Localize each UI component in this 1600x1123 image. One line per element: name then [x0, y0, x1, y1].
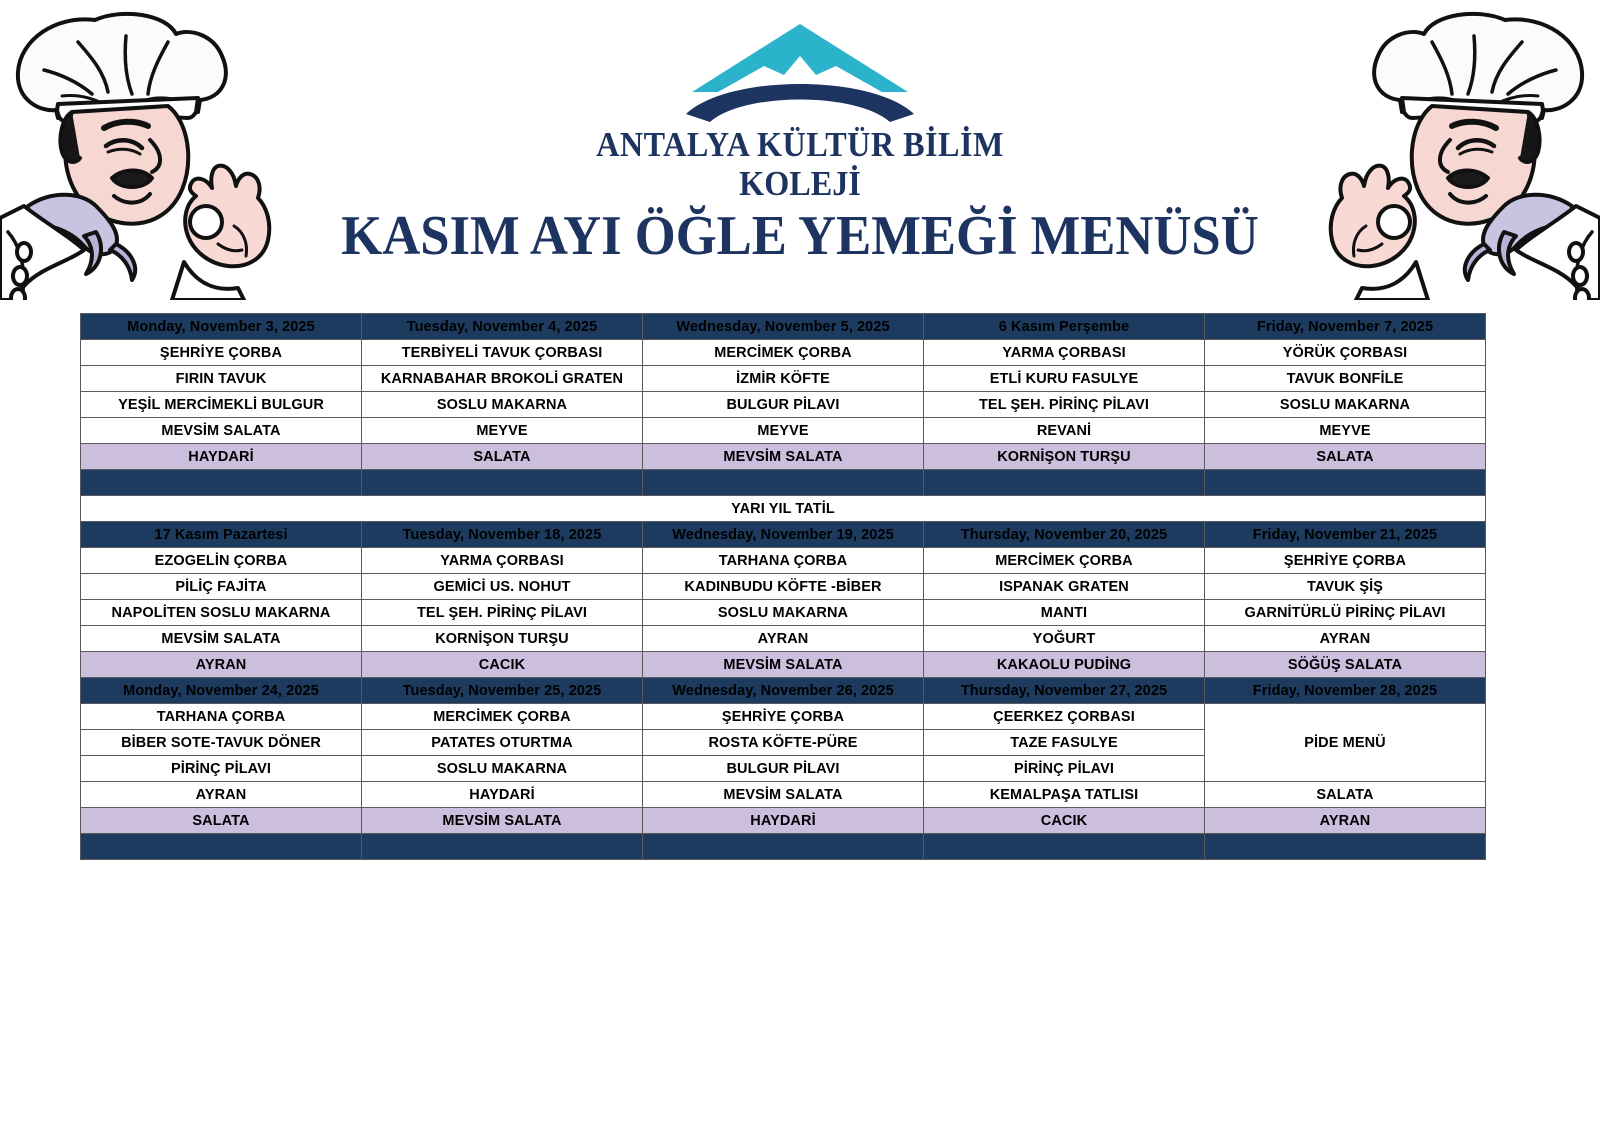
menu-cell: YÖRÜK ÇORBASI	[1205, 340, 1486, 366]
menu-cell: TAVUK ŞİŞ	[1205, 574, 1486, 600]
menu-cell: SOSLU MAKARNA	[1205, 392, 1486, 418]
menu-cell: FIRIN TAVUK	[81, 366, 362, 392]
day-header: 17 Kasım Pazartesi	[81, 522, 362, 548]
table-row	[81, 418, 1486, 444]
menu-cell: TERBİYELİ TAVUK ÇORBASI	[362, 340, 643, 366]
navy-spacer-cell	[924, 470, 1205, 496]
table-row	[81, 782, 1486, 808]
day-header: Friday, November 21, 2025	[1205, 522, 1486, 548]
menu-cell: PATATES OTURTMA	[362, 730, 643, 756]
table-row	[81, 548, 1486, 574]
menu-cell: AYRAN	[643, 626, 924, 652]
table-row	[81, 626, 1486, 652]
menu-cell: MEYVE	[1205, 418, 1486, 444]
menu-cell: MERCİMEK ÇORBA	[643, 340, 924, 366]
menu-cell: NAPOLİTEN SOSLU MAKARNA	[81, 600, 362, 626]
day-header: Thursday, November 20, 2025	[924, 522, 1205, 548]
week3-day-header-row	[81, 678, 1486, 704]
mountain-chevron-logo	[650, 18, 950, 123]
brand-block	[300, 18, 1300, 266]
menu-cell: ÇEERKEZ ÇORBASI	[924, 704, 1205, 730]
pide-menu-cell: PİDE MENÜ	[1205, 704, 1486, 782]
menu-cell: AYRAN	[1205, 808, 1486, 834]
menu-cell: MEVSİM SALATA	[362, 808, 643, 834]
menu-cell: GEMİCİ US. NOHUT	[362, 574, 643, 600]
navy-footer-cell	[362, 834, 643, 860]
menu-cell: TAVUK BONFİLE	[1205, 366, 1486, 392]
menu-cell: YOĞURT	[924, 626, 1205, 652]
menu-cell: ŞEHRİYE ÇORBA	[1205, 548, 1486, 574]
day-header: Friday, November 28, 2025	[1205, 678, 1486, 704]
menu-cell: CACIK	[924, 808, 1205, 834]
menu-cell: MERCİMEK ÇORBA	[362, 704, 643, 730]
menu-cell: MEYVE	[362, 418, 643, 444]
menu-cell: AYRAN	[1205, 626, 1486, 652]
day-header: Tuesday, November 18, 2025	[362, 522, 643, 548]
menu-cell: ETLİ KURU FASULYE	[924, 366, 1205, 392]
menu-cell: SALATA	[81, 808, 362, 834]
navy-footer-cell	[643, 834, 924, 860]
table-row	[81, 574, 1486, 600]
menu-cell: MEVSİM SALATA	[643, 782, 924, 808]
menu-cell: TEL ŞEH. PİRİNÇ PİLAVI	[924, 392, 1205, 418]
menu-cell: KAKAOLU PUDİNG	[924, 652, 1205, 678]
day-header: Wednesday, November 5, 2025	[643, 314, 924, 340]
page-title: KASIM AYI ÖĞLE YEMEĞİ MENÜSÜ	[341, 205, 1259, 267]
menu-cell: HAYDARİ	[81, 444, 362, 470]
menu-cell: CACIK	[362, 652, 643, 678]
menu-cell: AYRAN	[81, 782, 362, 808]
menu-cell: MEVSİM SALATA	[643, 444, 924, 470]
navy-spacer-cell	[362, 470, 643, 496]
menu-cell: BULGUR PİLAVI	[643, 392, 924, 418]
table-row	[81, 444, 1486, 470]
day-header: Wednesday, November 19, 2025	[643, 522, 924, 548]
menu-cell: YEŞİL MERCİMEKLİ BULGUR	[81, 392, 362, 418]
navy-spacer-cell	[1205, 470, 1486, 496]
menu-cell: SALATA	[1205, 782, 1486, 808]
menu-cell: KORNİŞON TURŞU	[924, 444, 1205, 470]
menu-cell: PİRİNÇ PİLAVI	[924, 756, 1205, 782]
navy-footer-row	[81, 834, 1486, 860]
table-row	[81, 808, 1486, 834]
menu-cell: MERCİMEK ÇORBA	[924, 548, 1205, 574]
navy-footer-cell	[924, 834, 1205, 860]
menu-cell: TARHANA ÇORBA	[643, 548, 924, 574]
menu-cell: SOSLU MAKARNA	[362, 392, 643, 418]
menu-sheet	[80, 313, 1485, 860]
menu-cell: TEL ŞEH. PİRİNÇ PİLAVI	[362, 600, 643, 626]
navy-footer-cell	[1205, 834, 1486, 860]
holiday-row	[81, 496, 1486, 522]
menu-cell: KORNİŞON TURŞU	[362, 626, 643, 652]
menu-cell: ŞEHRİYE ÇORBA	[81, 340, 362, 366]
day-header: Friday, November 7, 2025	[1205, 314, 1486, 340]
table-row	[81, 392, 1486, 418]
table-row	[81, 366, 1486, 392]
menu-cell: ISPANAK GRATEN	[924, 574, 1205, 600]
menu-cell: SALATA	[362, 444, 643, 470]
menu-cell: AYRAN	[81, 652, 362, 678]
navy-spacer-cell	[81, 470, 362, 496]
menu-cell: YARMA ÇORBASI	[362, 548, 643, 574]
menu-cell: SOSLU MAKARNA	[362, 756, 643, 782]
menu-cell: SALATA	[1205, 444, 1486, 470]
menu-cell: SÖĞÜŞ SALATA	[1205, 652, 1486, 678]
day-header: 6 Kasım Perşembe	[924, 314, 1205, 340]
menu-cell: MEYVE	[643, 418, 924, 444]
menu-cell: YARMA ÇORBASI	[924, 340, 1205, 366]
menu-cell: KEMALPAŞA TATLISI	[924, 782, 1205, 808]
menu-cell: HAYDARİ	[362, 782, 643, 808]
table-row	[81, 600, 1486, 626]
menu-cell: MANTI	[924, 600, 1205, 626]
day-header: Monday, November 24, 2025	[81, 678, 362, 704]
brand-name-line1: ANTALYA KÜLTÜR BİLİM	[596, 125, 1004, 164]
menu-cell: BULGUR PİLAVI	[643, 756, 924, 782]
day-header: Monday, November 3, 2025	[81, 314, 362, 340]
day-header: Thursday, November 27, 2025	[924, 678, 1205, 704]
menu-cell: SOSLU MAKARNA	[643, 600, 924, 626]
menu-cell: TARHANA ÇORBA	[81, 704, 362, 730]
menu-cell: GARNİTÜRLÜ PİRİNÇ PİLAVI	[1205, 600, 1486, 626]
navy-spacer-cell	[643, 470, 924, 496]
menu-cell: EZOGELİN ÇORBA	[81, 548, 362, 574]
menu-cell: PİLİÇ FAJİTA	[81, 574, 362, 600]
day-header: Tuesday, November 25, 2025	[362, 678, 643, 704]
menu-cell: KADINBUDU KÖFTE -BİBER	[643, 574, 924, 600]
table-row	[81, 652, 1486, 678]
menu-cell: BİBER SOTE-TAVUK DÖNER	[81, 730, 362, 756]
menu-cell: TAZE FASULYE	[924, 730, 1205, 756]
menu-cell: HAYDARİ	[643, 808, 924, 834]
menu-cell: MEVSİM SALATA	[81, 418, 362, 444]
page-header	[0, 0, 1600, 300]
menu-cell: ROSTA KÖFTE-PÜRE	[643, 730, 924, 756]
menu-cell: İZMİR KÖFTE	[643, 366, 924, 392]
day-header: Tuesday, November 4, 2025	[362, 314, 643, 340]
menu-table	[80, 313, 1486, 860]
week1-day-header-row	[81, 314, 1486, 340]
menu-cell: MEVSİM SALATA	[81, 626, 362, 652]
day-header: Wednesday, November 26, 2025	[643, 678, 924, 704]
holiday-label: YARI YIL TATİL	[81, 496, 1486, 522]
table-row	[81, 340, 1486, 366]
table-row	[81, 704, 1486, 730]
brand-name-line2: KOLEJİ	[739, 163, 861, 203]
menu-cell: KARNABAHAR BROKOLİ GRATEN	[362, 366, 643, 392]
menu-cell: ŞEHRİYE ÇORBA	[643, 704, 924, 730]
menu-cell: REVANİ	[924, 418, 1205, 444]
chef-ok-gesture-icon	[1300, 0, 1600, 300]
menu-cell: PİRİNÇ PİLAVI	[81, 756, 362, 782]
chef-ok-gesture-icon	[0, 0, 300, 300]
menu-cell: MEVSİM SALATA	[643, 652, 924, 678]
navy-spacer-row	[81, 470, 1486, 496]
week2-day-header-row	[81, 522, 1486, 548]
navy-footer-cell	[81, 834, 362, 860]
